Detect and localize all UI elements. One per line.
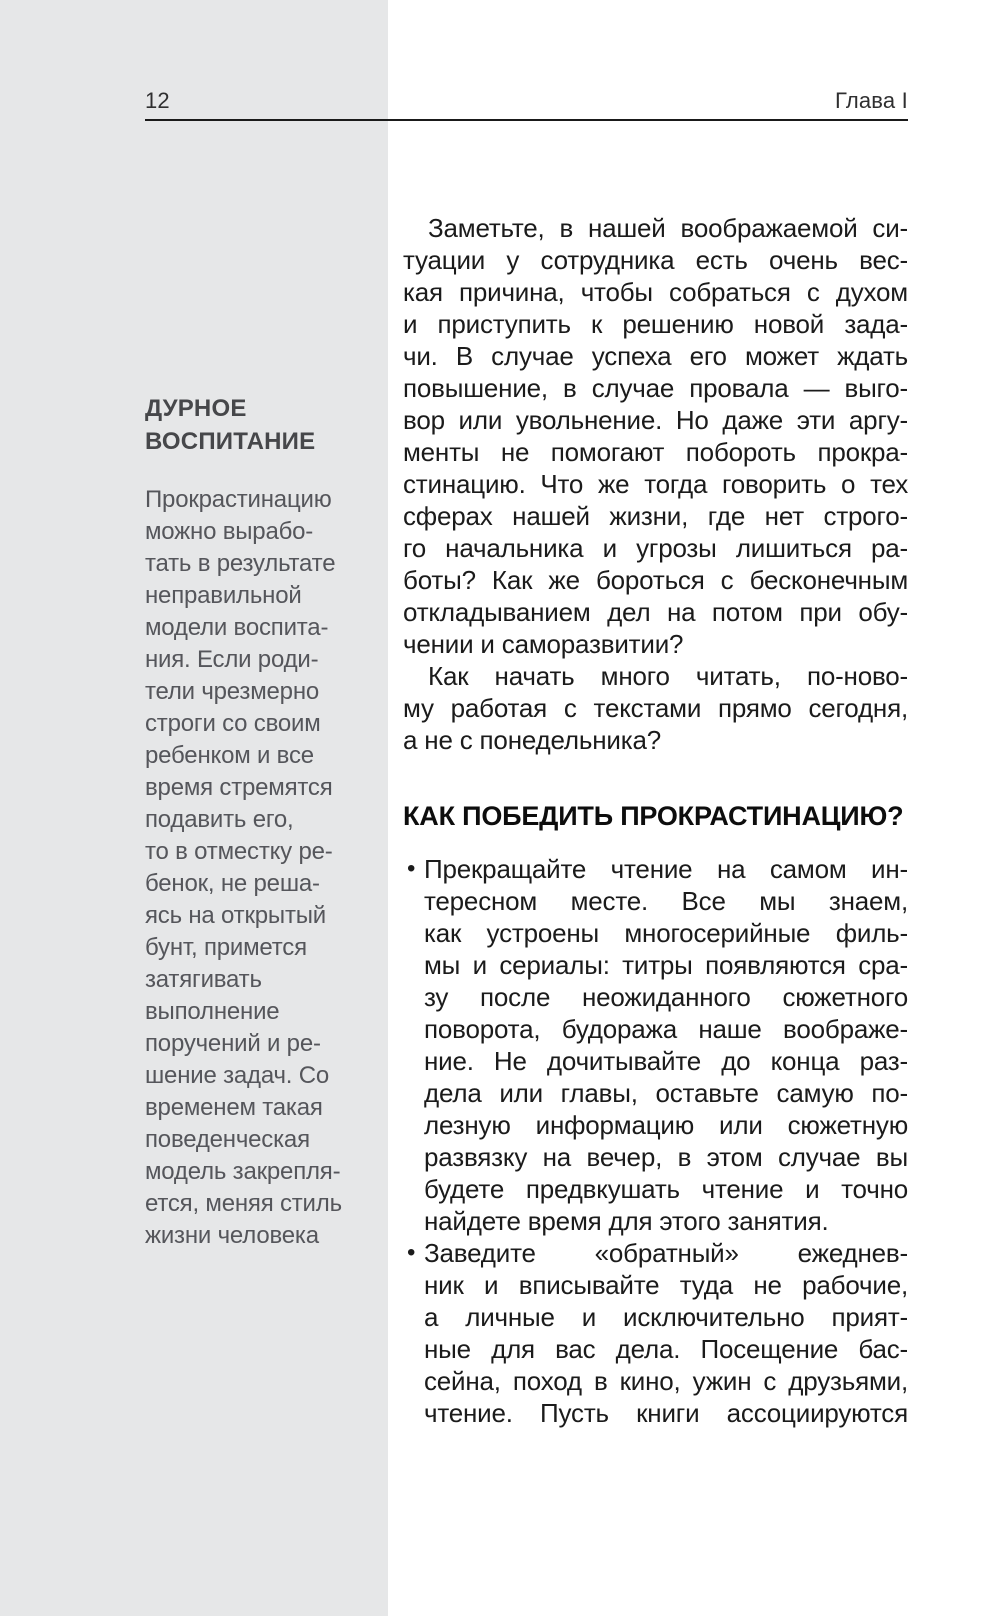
text-line: ник и вписывайте туда не рабочие, xyxy=(424,1270,908,1300)
text-line: го начальника и угрозы лишиться ра- xyxy=(403,533,908,563)
bullet-list xyxy=(403,853,908,1429)
text-line: лезную информацию или сюжетную xyxy=(424,1110,908,1140)
text-line: можно вырабо- xyxy=(145,518,314,545)
chapter-label: Глава I xyxy=(834,88,908,113)
text-line: боты? Как же бороться с бесконечным xyxy=(403,565,908,595)
text-line: чении и саморазвитии? xyxy=(403,629,684,659)
text-line: поручений и ре- xyxy=(145,1030,321,1057)
text-line: как устроены многосерийные филь- xyxy=(424,918,908,948)
text-line: жизни человека xyxy=(145,1222,319,1249)
bullet-icon: • xyxy=(407,855,416,882)
text-line: бунт, примется xyxy=(145,934,307,961)
text-line: Заведите «обратный» ежеднев- xyxy=(424,1238,908,1268)
text-line: чи. В случае успеха его может ждать xyxy=(403,341,908,371)
sidebar xyxy=(145,392,357,1252)
text-line: подавить его, xyxy=(145,806,294,833)
bullet-icon: • xyxy=(407,1239,416,1266)
text-line: поведенческая xyxy=(145,1126,310,1153)
text-line: Заметьте, в нашей воображаемой си- xyxy=(428,213,908,243)
sidebar-text xyxy=(145,484,357,1252)
text-line: откладыванием дел на потом при обу- xyxy=(403,597,908,627)
text-line: неправильной xyxy=(145,582,302,609)
text-line: сейна, поход в кино, ужин с друзьями, xyxy=(424,1366,908,1396)
bullet-item-1 xyxy=(403,853,908,1237)
text-line: время стремятся xyxy=(145,774,333,801)
text-line: а личные и исключительно прият- xyxy=(424,1302,908,1332)
text-line: повышение, в случае провала — выго- xyxy=(403,373,908,403)
text-line: выполнение xyxy=(145,998,280,1025)
section-heading: КАК ПОБЕДИТЬ ПРОКРАСТИНАЦИЮ? xyxy=(403,801,904,831)
sidebar-heading: ДУРНОЕ ВОСПИТАНИЕ xyxy=(145,395,316,455)
text-line: кая причина, чтобы собраться с духом xyxy=(403,277,908,307)
text-line: ния. Если роди- xyxy=(145,646,319,673)
text-line: мы и сериалы: титры появляются сра- xyxy=(424,950,908,980)
text-line: затягивать xyxy=(145,966,262,993)
text-line: шение задач. Со xyxy=(145,1062,329,1089)
page-number: 12 xyxy=(145,88,170,113)
text-line: вор или увольнение. Но даже эти аргу- xyxy=(403,405,908,435)
text-line: зу после неожиданного сюжетного xyxy=(424,982,908,1012)
page-header xyxy=(145,88,908,121)
text-line: и приступить к решению новой зада- xyxy=(403,309,908,339)
text-line: тели чрезмерно xyxy=(145,678,320,705)
text-line: Прекращайте чтение на самом ин- xyxy=(424,854,908,884)
paragraph-1 xyxy=(403,212,908,660)
text-line: ные для вас дела. Посещение бас- xyxy=(424,1334,908,1364)
main-text-column xyxy=(403,212,908,1429)
text-line: сферах нашей жизни, где нет строго- xyxy=(403,501,908,531)
text-line: менты не помогают побороть прокра- xyxy=(403,437,908,467)
text-line: дела или главы, оставьте самую по- xyxy=(424,1078,908,1108)
text-line: ется, меняя стиль xyxy=(145,1190,342,1217)
text-line: ние. Не дочитывайте до конца раз- xyxy=(424,1046,908,1076)
text-line: бенок, не реша- xyxy=(145,870,320,897)
text-line: Как начать много читать, по-ново- xyxy=(428,661,908,691)
text-line: модель закрепля- xyxy=(145,1158,341,1185)
text-line: найдете время для этого занятия. xyxy=(424,1206,829,1236)
bullet-text-2 xyxy=(424,1237,908,1429)
text-line: развязку на вечер, в этом случае вы xyxy=(424,1142,908,1172)
text-line: а не с понедельника? xyxy=(403,725,661,755)
text-line: поворота, будоража наше воображе- xyxy=(424,1014,908,1044)
text-line: ясь на открытый xyxy=(145,902,326,929)
text-line: то в отместку ре- xyxy=(145,838,333,865)
text-line: будете предвкушать чтение и точно xyxy=(424,1174,908,1204)
text-line: чтение. Пусть книги ассоциируются xyxy=(424,1398,908,1428)
paragraph-2 xyxy=(403,660,908,756)
text-line: му работая с текстами прямо сегодня, xyxy=(403,693,908,723)
text-line: строги со своим xyxy=(145,710,321,737)
text-line: туации у сотрудника есть очень вес- xyxy=(403,245,908,275)
text-line: модели воспита- xyxy=(145,614,329,641)
text-line: временем такая xyxy=(145,1094,323,1121)
bullet-item-2 xyxy=(403,1237,908,1429)
text-line: стинацию. Что же тогда говорить о тех xyxy=(403,469,908,499)
text-line: тересном месте. Все мы знаем, xyxy=(424,886,908,916)
bullet-text-1 xyxy=(424,853,908,1237)
text-line: ребенком и все xyxy=(145,742,314,769)
text-line: Прокрастинацию xyxy=(145,486,332,513)
text-line: тать в результате xyxy=(145,550,336,577)
